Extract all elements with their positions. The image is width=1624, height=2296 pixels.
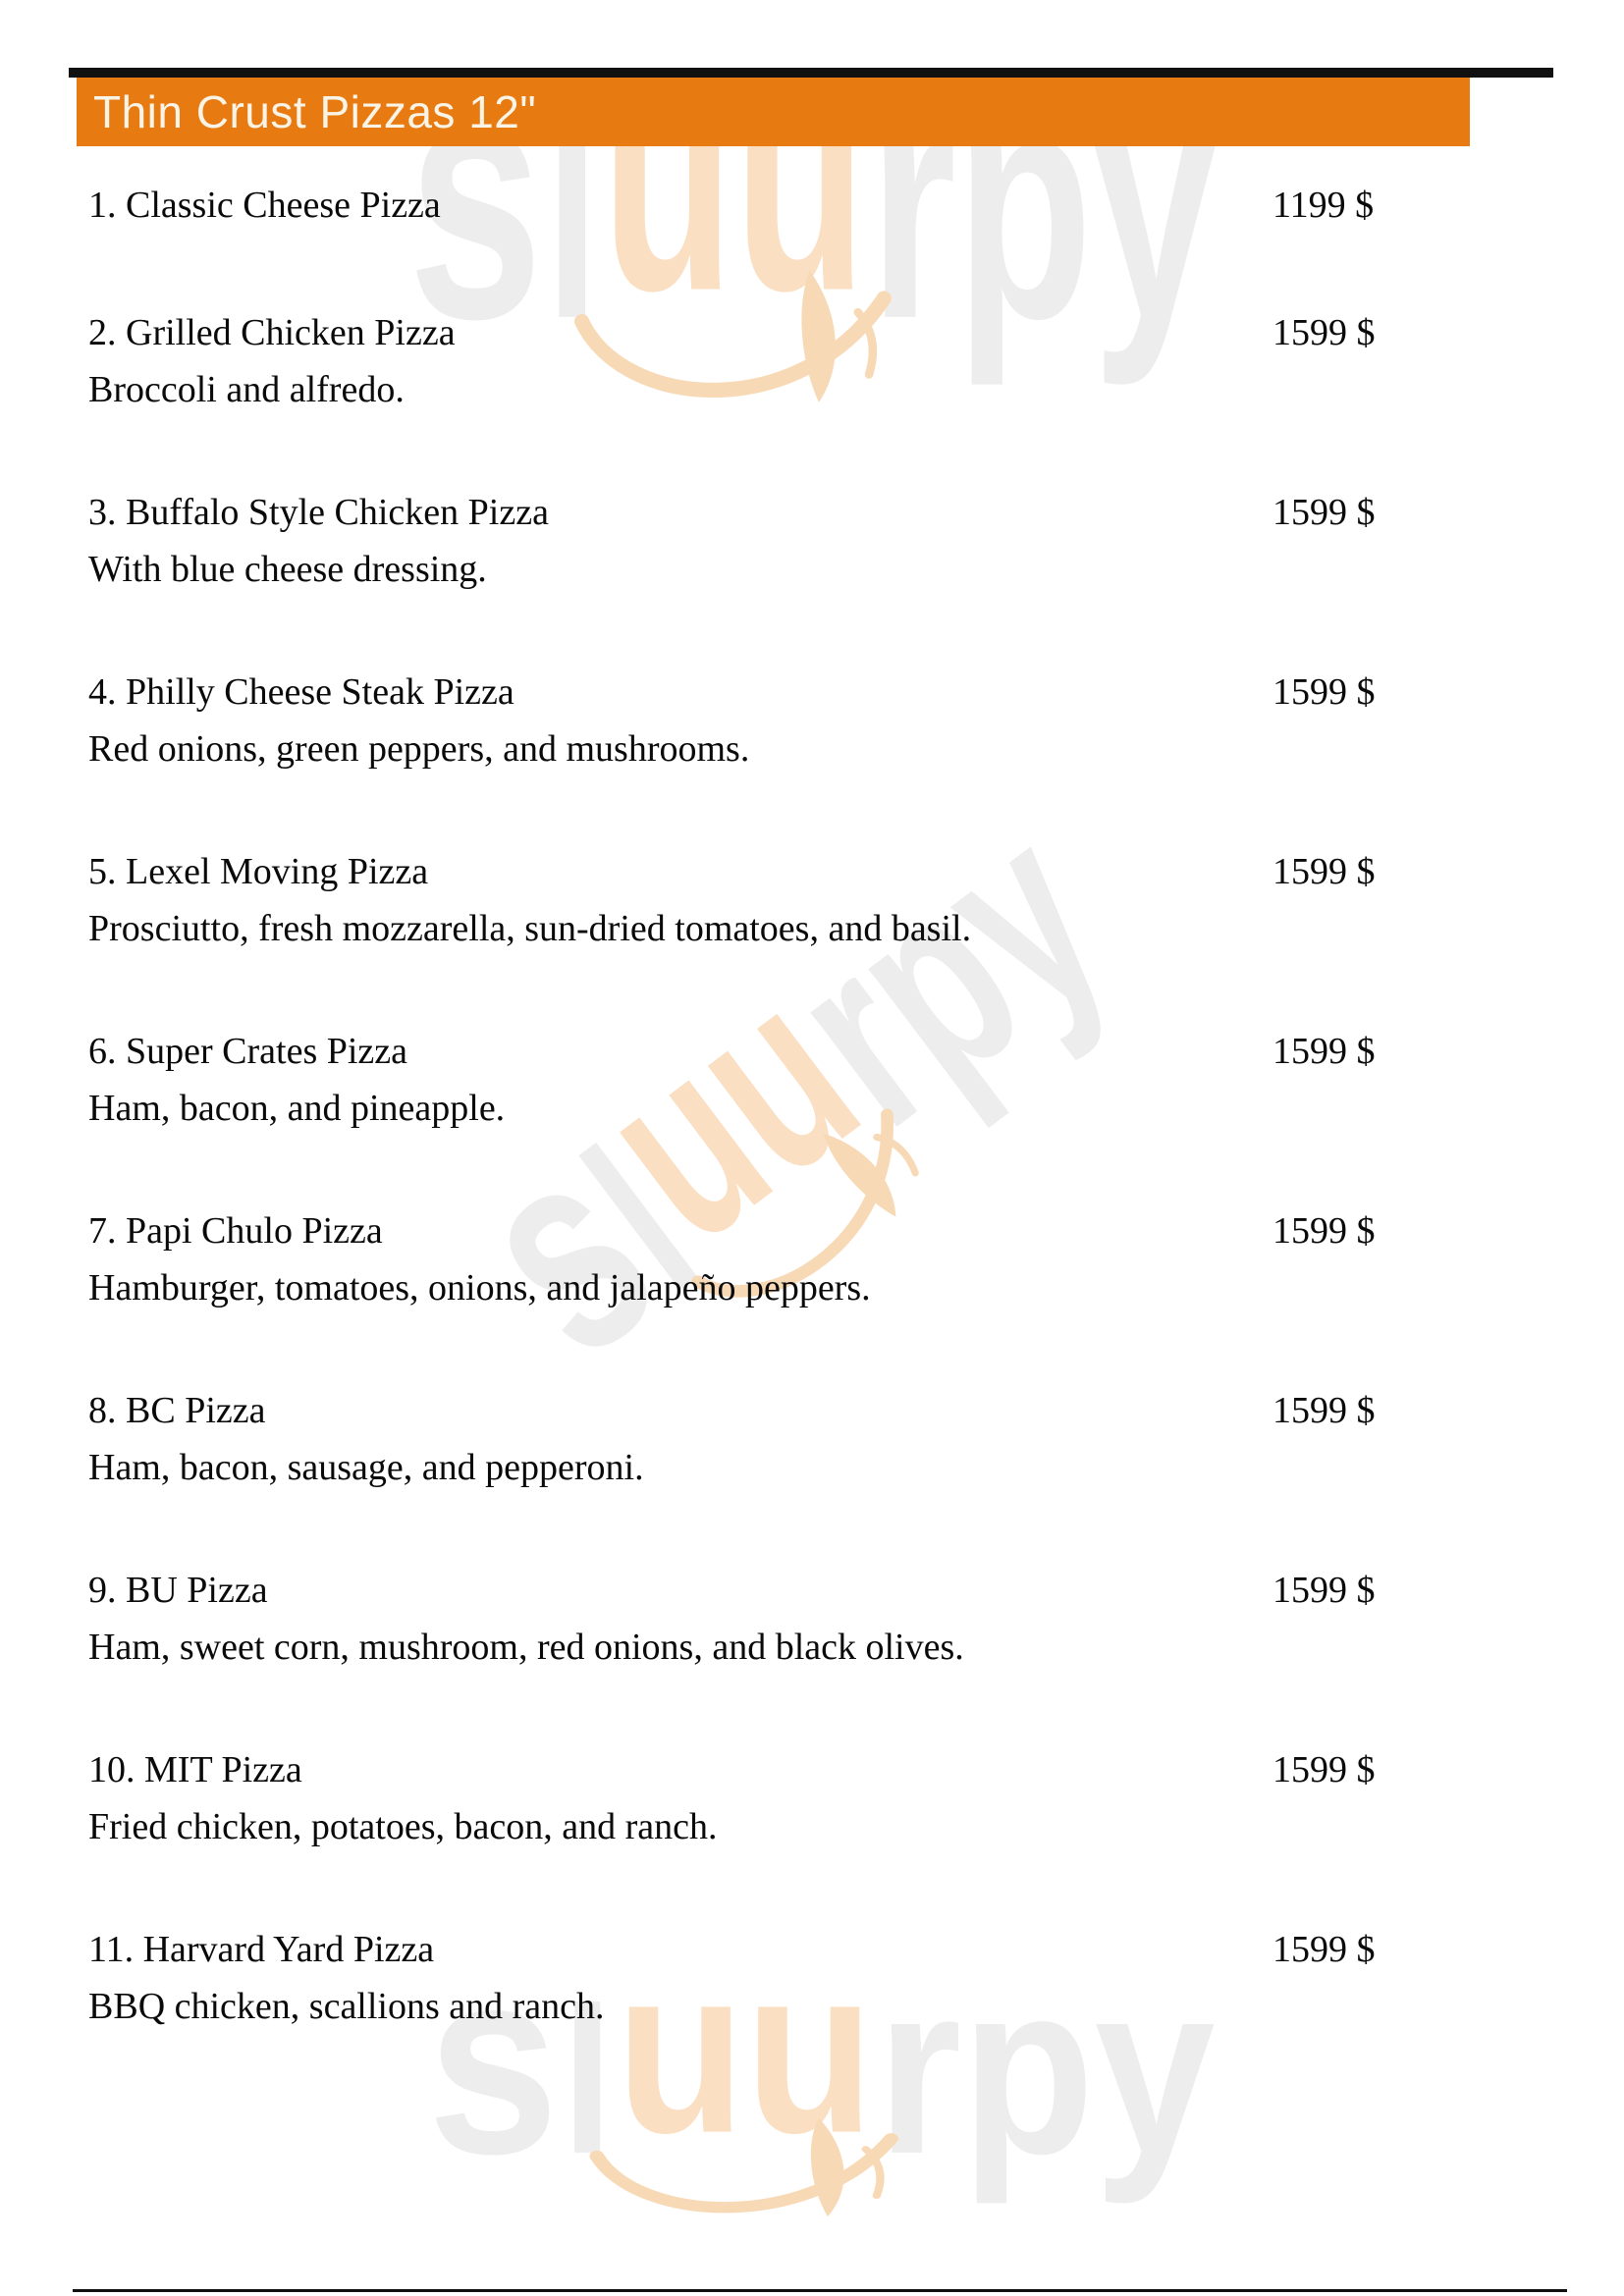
menu-item-name: 5. Lexel Moving Pizza <box>88 851 429 892</box>
menu-item-price: 1199 $ <box>1272 185 1375 226</box>
menu-item-price: 1599 $ <box>1272 851 1376 892</box>
menu-item <box>0 670 1624 850</box>
menu-item-price: 1599 $ <box>1272 1749 1376 1790</box>
menu-item-description: Ham, sweet corn, mushroom, red onions, and black olives. <box>88 1627 964 1668</box>
menu-item-name: 1. Classic Cheese Pizza <box>88 185 441 226</box>
menu-list <box>0 184 1624 2108</box>
menu-item <box>0 491 1624 670</box>
menu-item-price: 1599 $ <box>1272 1929 1376 1970</box>
menu-item-price: 1599 $ <box>1272 1031 1376 1072</box>
menu-item-name: 9. BU Pizza <box>88 1570 268 1611</box>
menu-item-price: 1599 $ <box>1272 1390 1376 1431</box>
menu-item-description: Red onions, green peppers, and mushrooms. <box>88 728 750 770</box>
menu-item-name: 7. Papi Chulo Pizza <box>88 1210 383 1252</box>
bottom-rule <box>73 2289 1567 2292</box>
menu-item-name: 4. Philly Cheese Steak Pizza <box>88 671 514 713</box>
menu-item <box>0 1569 1624 1748</box>
menu-item-description: Hamburger, tomatoes, onions, and jalapeño peppers. <box>88 1267 871 1308</box>
menu-item <box>0 1748 1624 1928</box>
top-rule <box>69 68 1553 78</box>
menu-item <box>0 1209 1624 1389</box>
menu-item-description: Fried chicken, potatoes, bacon, and ranch. <box>88 1806 718 1847</box>
menu-item <box>0 1389 1624 1569</box>
menu-item-description: Broccoli and alfredo. <box>88 369 405 410</box>
menu-item-price: 1599 $ <box>1272 1210 1376 1252</box>
menu-item-name: 3. Buffalo Style Chicken Pizza <box>88 492 549 533</box>
menu-item-description: Prosciutto, fresh mozzarella, sun-dried tomatoes, and basil. <box>88 908 972 949</box>
menu-item-price: 1599 $ <box>1272 492 1376 533</box>
menu-item-price: 1599 $ <box>1272 1570 1376 1611</box>
menu-item-name: 2. Grilled Chicken Pizza <box>88 312 456 353</box>
menu-item-price: 1599 $ <box>1272 312 1376 353</box>
menu-item-price: 1599 $ <box>1272 671 1376 713</box>
section-title: Thin Crust Pizzas 12" <box>93 86 537 137</box>
section-header-bar <box>77 78 1470 146</box>
menu-item-description: Ham, bacon, sausage, and pepperoni. <box>88 1447 644 1488</box>
menu-item-name: 11. Harvard Yard Pizza <box>88 1929 435 1970</box>
menu-item-name: 8. BC Pizza <box>88 1390 266 1431</box>
menu-item-description: Ham, bacon, and pineapple. <box>88 1088 506 1129</box>
menu-item <box>0 850 1624 1030</box>
menu-item-name: 10. MIT Pizza <box>88 1749 302 1790</box>
menu-item-description: BBQ chicken, scallions and ranch. <box>88 1986 605 2027</box>
menu-item-name: 6. Super Crates Pizza <box>88 1031 408 1072</box>
menu-item <box>0 1928 1624 2108</box>
menu-item <box>0 184 1624 311</box>
menu-item <box>0 311 1624 491</box>
menu-item <box>0 1030 1624 1209</box>
menu-item-description: With blue cheese dressing. <box>88 549 487 590</box>
